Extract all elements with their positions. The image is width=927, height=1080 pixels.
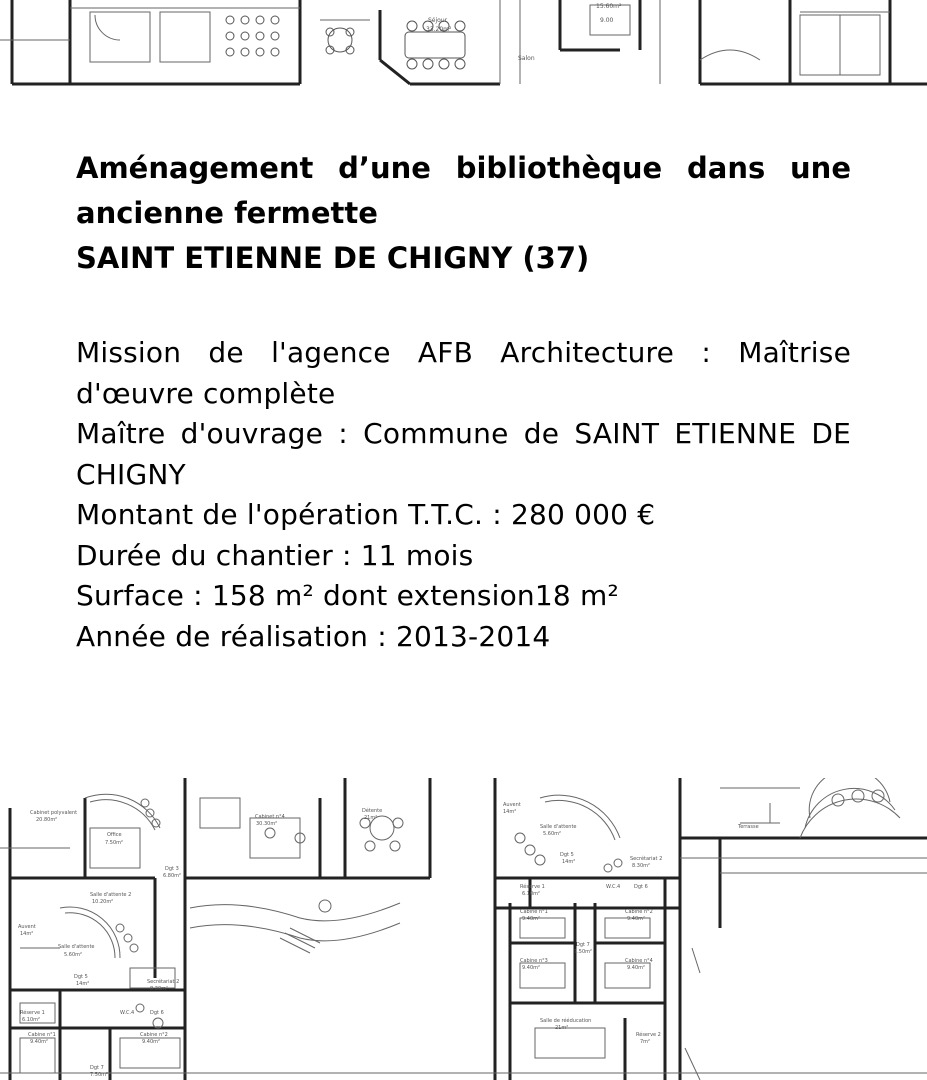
plan-label: Cabine n°3 <box>520 958 548 964</box>
plan-label: Cabine n°2 <box>625 909 653 915</box>
plan-label: 20.80m² <box>36 817 58 823</box>
detail-year: Année de réalisation : 2013-2014 <box>76 619 551 653</box>
plan-label: Salle d'attente 2 <box>90 892 132 898</box>
detail-cost: Montant de l'opération T.T.C. : 280 000 € <box>76 498 656 531</box>
plan-label: 7.50m² <box>90 1072 109 1078</box>
plan-label: 14m² <box>76 981 90 987</box>
plan-label: 30.30m² <box>256 821 278 827</box>
detail-duration: Durée du chantier : 11 mois <box>76 538 474 572</box>
plan-label: 8.30m² <box>150 986 169 992</box>
plan-label: 6.10m² <box>522 891 541 897</box>
plan-label: 21m² <box>364 815 378 821</box>
plan-label: Cabine n°1 <box>520 909 548 915</box>
project-details <box>76 333 851 657</box>
plan-label: Terrasse <box>738 824 759 830</box>
plan-label: Auvent <box>18 924 36 930</box>
plan-label: 6.10m² <box>22 1017 41 1023</box>
plan-label: 14m² <box>503 809 517 815</box>
plan-label: Cabine n°4 <box>625 958 653 964</box>
plan-label: W.C.4 <box>120 1010 135 1016</box>
plan-label: Dgt 7 <box>576 942 590 948</box>
plan-label: Secrétariat 2 <box>630 856 663 862</box>
plan-label: Réserve 1 <box>20 1010 45 1016</box>
plan-label: Secrétariat 2 <box>147 979 180 985</box>
floor-plan-top <box>0 0 927 86</box>
plan-label: 14m² <box>20 931 34 937</box>
plan-label: Salle de rééducation <box>540 1018 592 1024</box>
plan-label: Dgt 3 <box>165 866 179 872</box>
detail-mission: Mission de l'agence AFB Architecture : Maîtrise d'œuvre complète <box>76 336 851 410</box>
project-title <box>76 146 851 281</box>
plan-label: 7.50m² <box>105 840 124 846</box>
plan-label: Cabine n°2 <box>140 1032 168 1038</box>
plan-label: Dgt 5 <box>74 974 88 980</box>
plan-label: 15.60m² <box>596 3 622 10</box>
plan-label: 14m² <box>562 859 576 865</box>
plan-label: Détente <box>362 808 383 814</box>
plan-label: 9.40m² <box>522 965 541 971</box>
plan-label: 8.30m² <box>632 863 651 869</box>
plan-label: 9.00 <box>600 17 614 24</box>
project-title-line: Aménagement d’une bibliothèque dans une ancienne fermette <box>76 151 851 230</box>
plan-label: Auvent <box>503 802 521 808</box>
plan-label: Dgt 6 <box>150 1010 164 1016</box>
detail-client: Maître d'ouvrage : Commune de SAINT ETIENNE DE CHIGNY <box>76 417 851 491</box>
plan-label: 9.40m² <box>142 1039 161 1045</box>
plan-label: Réserve 2 <box>636 1032 661 1038</box>
plan-label: 7m² <box>640 1039 651 1045</box>
plan-label: 9.40m² <box>627 916 646 922</box>
floor-plan-bottom <box>0 778 927 1080</box>
plan-label: Dgt 5 <box>560 852 574 858</box>
project-location: SAINT ETIENNE DE CHIGNY (37) <box>76 241 590 275</box>
plan-label: 5.60m² <box>543 831 562 837</box>
plan-label: Dgt 6 <box>634 884 648 890</box>
plan-label: Office <box>107 832 122 838</box>
plan-label: 21m² <box>555 1025 569 1031</box>
plan-label: 7.50m² <box>574 949 593 955</box>
plan-label: Dgt 7 <box>90 1065 104 1071</box>
detail-surface: Surface : 158 m² dont extension18 m² <box>76 579 619 612</box>
project-description <box>76 146 851 657</box>
plan-label: Cabine n°1 <box>28 1032 56 1038</box>
plan-label: Salle d'attente <box>58 944 95 950</box>
plan-label: Salon <box>518 55 535 62</box>
plan-label: W.C.4 <box>606 884 621 890</box>
plan-label: 5.60m² <box>64 952 83 958</box>
plan-label: 9.40m² <box>522 916 541 922</box>
plan-label: 6.80m² <box>163 873 182 879</box>
plan-label: 33.20m² <box>426 26 452 33</box>
plan-label: Salle d'attente <box>540 824 577 830</box>
plan-label: 10.20m² <box>92 899 114 905</box>
plan-label: 9.40m² <box>30 1039 49 1045</box>
plan-label: Cabinet polyvalent <box>30 810 78 816</box>
plan-label: Séjour <box>428 17 448 24</box>
plan-label: Cabinet n°4 <box>255 814 285 820</box>
plan-label: Réserve 1 <box>520 884 545 890</box>
plan-label: 9.40m² <box>627 965 646 971</box>
